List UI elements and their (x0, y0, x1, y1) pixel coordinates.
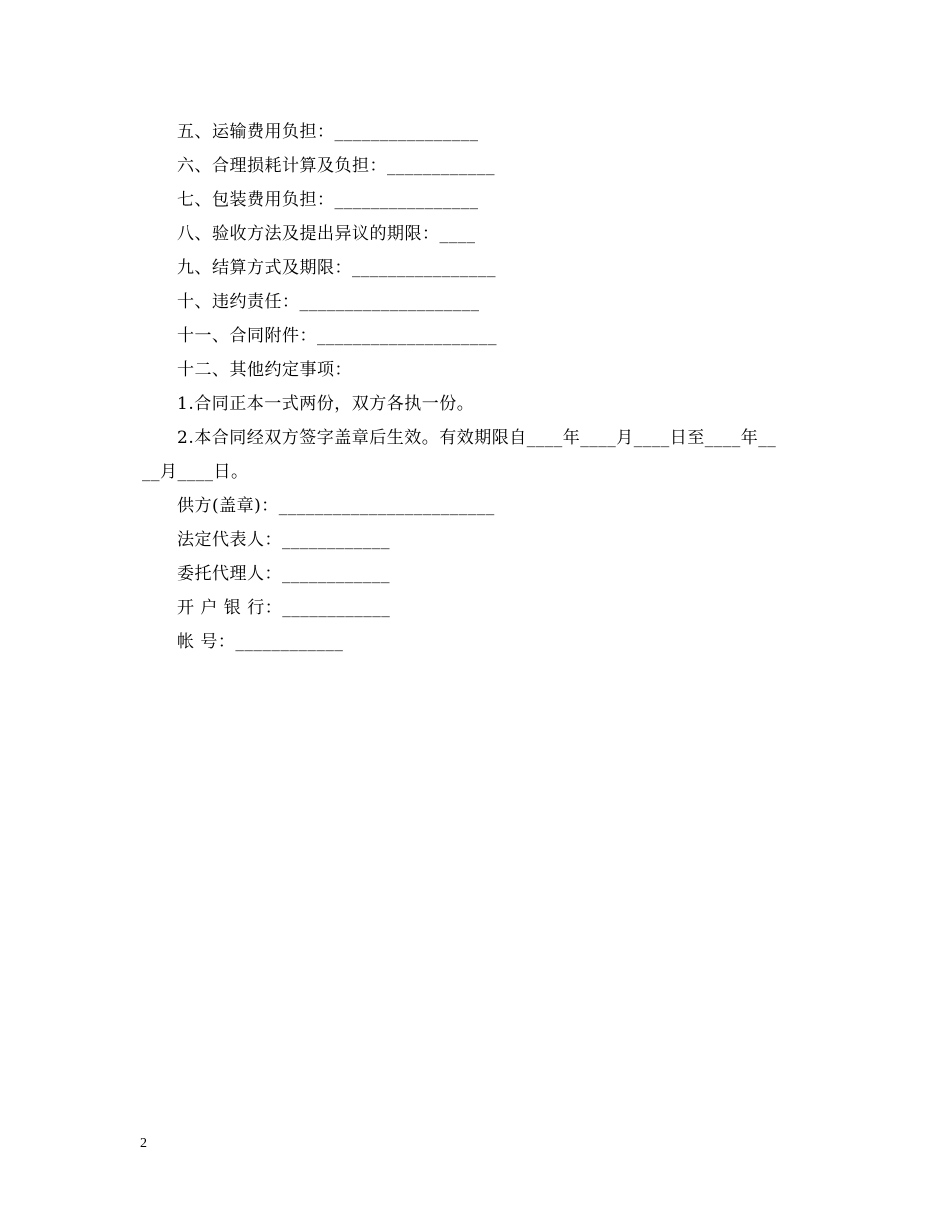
other-item-2-continued: __月____日。 (142, 462, 249, 482)
supplier-seal-field: 供方(盖章)：________________________ (177, 496, 495, 516)
clause-attachments: 十一、合同附件：____________________ (177, 326, 497, 346)
page-number: 2 (140, 1136, 147, 1151)
contract-body (142, 115, 822, 659)
clause-loss-calculation: 六、合理损耗计算及负担：____________ (177, 156, 495, 176)
bank-field: 开 户 银 行：____________ (177, 598, 391, 618)
other-item-2: 2.本合同经双方签字盖章后生效。有效期限自____年____月____日至____年__ (177, 428, 777, 448)
legal-representative-field: 法定代表人：____________ (177, 530, 390, 550)
clause-settlement: 九、结算方式及期限：________________ (177, 258, 496, 278)
clause-other-matters: 十二、其他约定事项： (177, 360, 352, 380)
clause-liability: 十、违约责任：____________________ (177, 292, 480, 312)
authorized-agent-field: 委托代理人：____________ (177, 564, 390, 584)
clause-transport-cost: 五、运输费用负担：________________ (177, 122, 479, 142)
account-number-field: 帐 号：____________ (177, 632, 344, 652)
clause-acceptance-method: 八、验收方法及提出异议的期限：____ (177, 224, 476, 244)
other-item-1: 1.合同正本一式两份，双方各执一份。 (177, 394, 475, 414)
clause-packaging-cost: 七、包装费用负担：________________ (177, 190, 479, 210)
